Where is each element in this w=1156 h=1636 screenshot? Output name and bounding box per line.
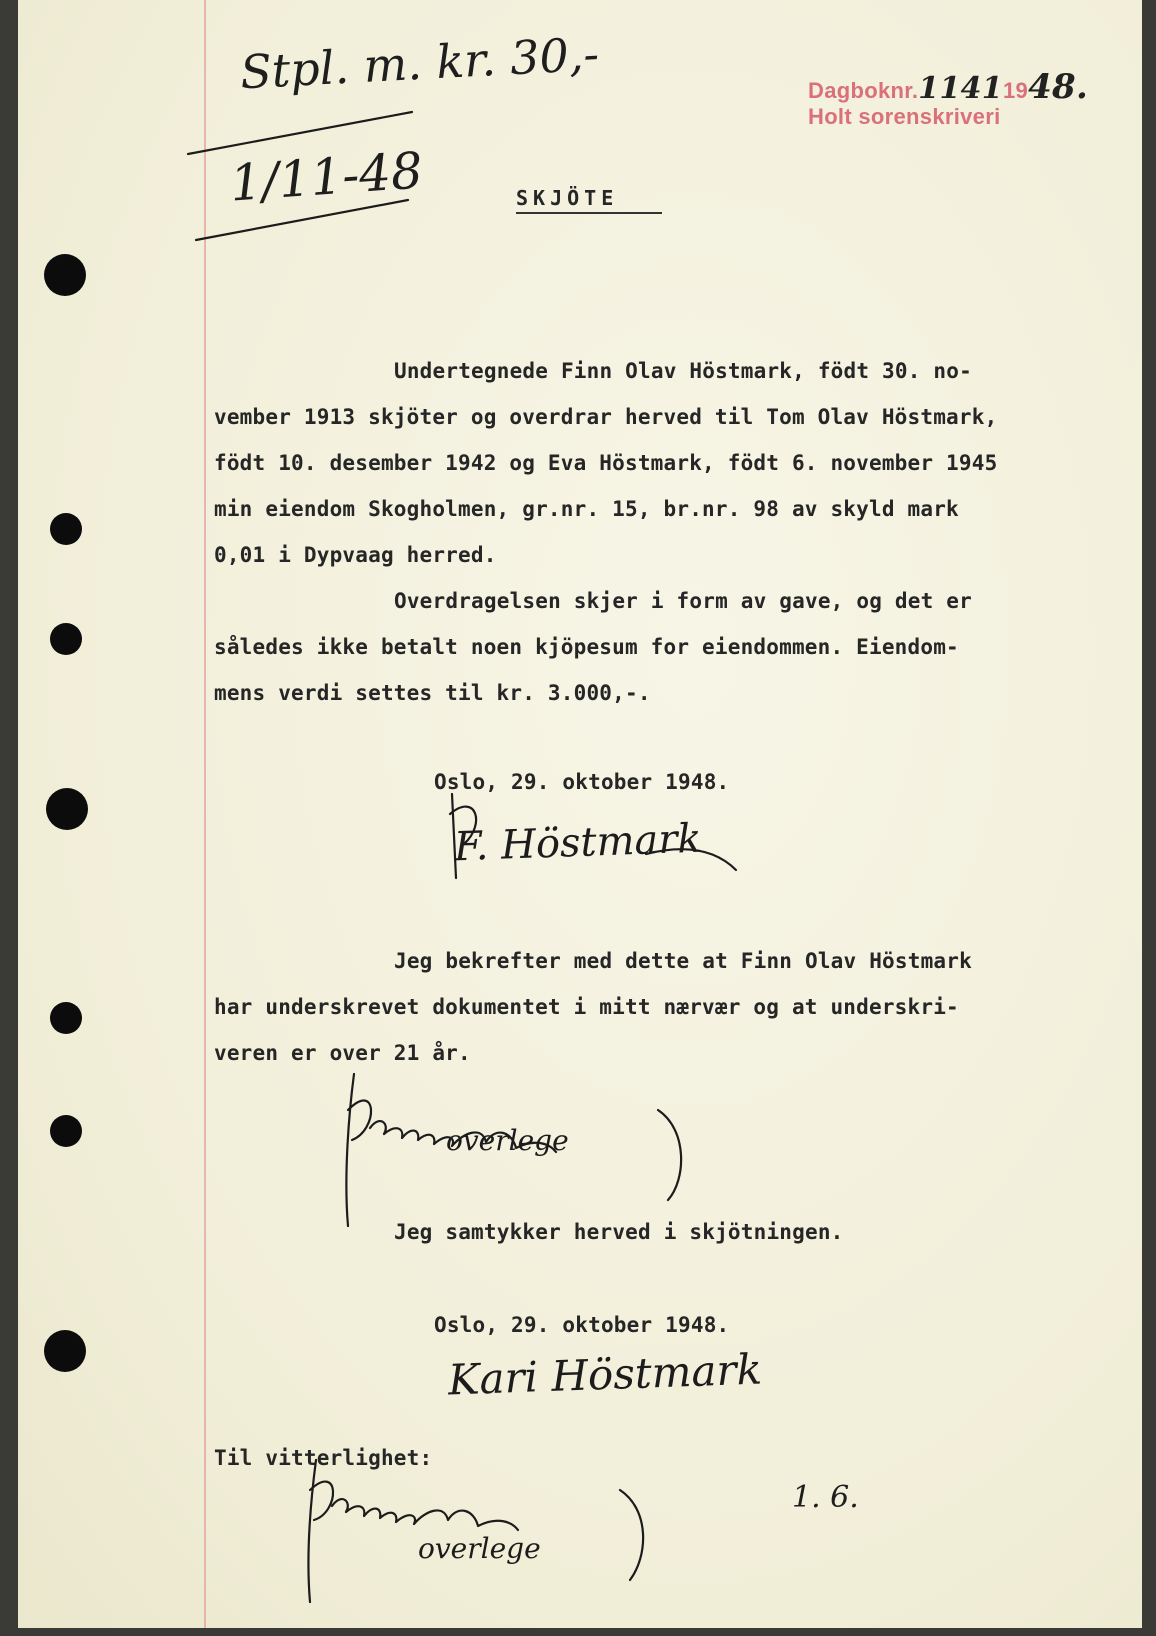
punch-hole bbox=[44, 254, 86, 296]
punch-hole bbox=[50, 623, 82, 655]
body-line: vember 1913 skjöter og overdrar herved til Tom Olav Höstmark, bbox=[214, 405, 998, 429]
punch-hole bbox=[46, 788, 88, 830]
fee-note: Stpl. m. kr. 30,- bbox=[238, 26, 601, 100]
place-date: Oslo, 29. oktober 1948. bbox=[434, 770, 730, 794]
witness-label: Til vitterlighet: bbox=[214, 1446, 433, 1470]
witness-signature-2 bbox=[290, 1456, 670, 1606]
body-line: mens verdi settes til kr. 3.000,-. bbox=[214, 681, 651, 705]
document-page bbox=[18, 0, 1142, 1628]
margin-initials: 1. 6. bbox=[792, 1480, 859, 1515]
body-line: min eiendom Skogholmen, gr.nr. 15, br.nr. 98 av skyld mark bbox=[214, 497, 959, 521]
body-line: Overdragelsen skjer i form av gave, og det er bbox=[394, 589, 972, 613]
document-title: SKJÖTE bbox=[516, 186, 619, 210]
body-line: 0,01 i Dypvaag herred. bbox=[214, 543, 497, 567]
confirmation-line: har underskrevet dokumentet i mitt nærvær og at underskri- bbox=[214, 995, 959, 1019]
witness-title-1: overlege bbox=[446, 1124, 569, 1157]
body-line: således ikke betalt noen kjöpesum for eiendommen. Eiendom- bbox=[214, 635, 959, 659]
spouse-signature: Kari Höstmark bbox=[447, 1344, 763, 1405]
stamp-year: 48. bbox=[1028, 67, 1089, 107]
consent-line: Jeg samtykker herved i skjötningen. bbox=[394, 1220, 844, 1244]
stamp-number: 1141 bbox=[918, 71, 1003, 106]
date-note: 1/11-48 bbox=[228, 141, 425, 213]
confirmation-line: veren er over 21 år. bbox=[214, 1041, 471, 1065]
body-line: Undertegnede Finn Olav Höstmark, födt 30. no- bbox=[394, 359, 972, 383]
stamp-office: Holt sorenskriveri bbox=[808, 104, 1001, 129]
stamp-year-prefix: 19 bbox=[1002, 78, 1029, 103]
punch-hole bbox=[50, 1002, 82, 1034]
place-date: Oslo, 29. oktober 1948. bbox=[434, 1313, 730, 1337]
date-note-underline bbox=[194, 196, 414, 246]
confirmation-line: Jeg bekrefter med dette at Finn Olav Höstmark bbox=[394, 949, 972, 973]
signer-signature-flourish bbox=[446, 784, 746, 894]
signer-signature: F. Höstmark bbox=[453, 815, 703, 871]
stamp-label: Dagboknr. bbox=[808, 78, 919, 103]
punch-hole bbox=[50, 513, 82, 545]
registry-stamp bbox=[808, 67, 1089, 130]
punch-hole bbox=[50, 1115, 82, 1147]
body-line: födt 10. desember 1942 og Eva Höstmark, födt 6. november 1945 bbox=[214, 451, 998, 475]
title-underline bbox=[516, 212, 662, 214]
punch-hole bbox=[44, 1330, 86, 1372]
witness-title-2: overlege bbox=[418, 1532, 541, 1565]
